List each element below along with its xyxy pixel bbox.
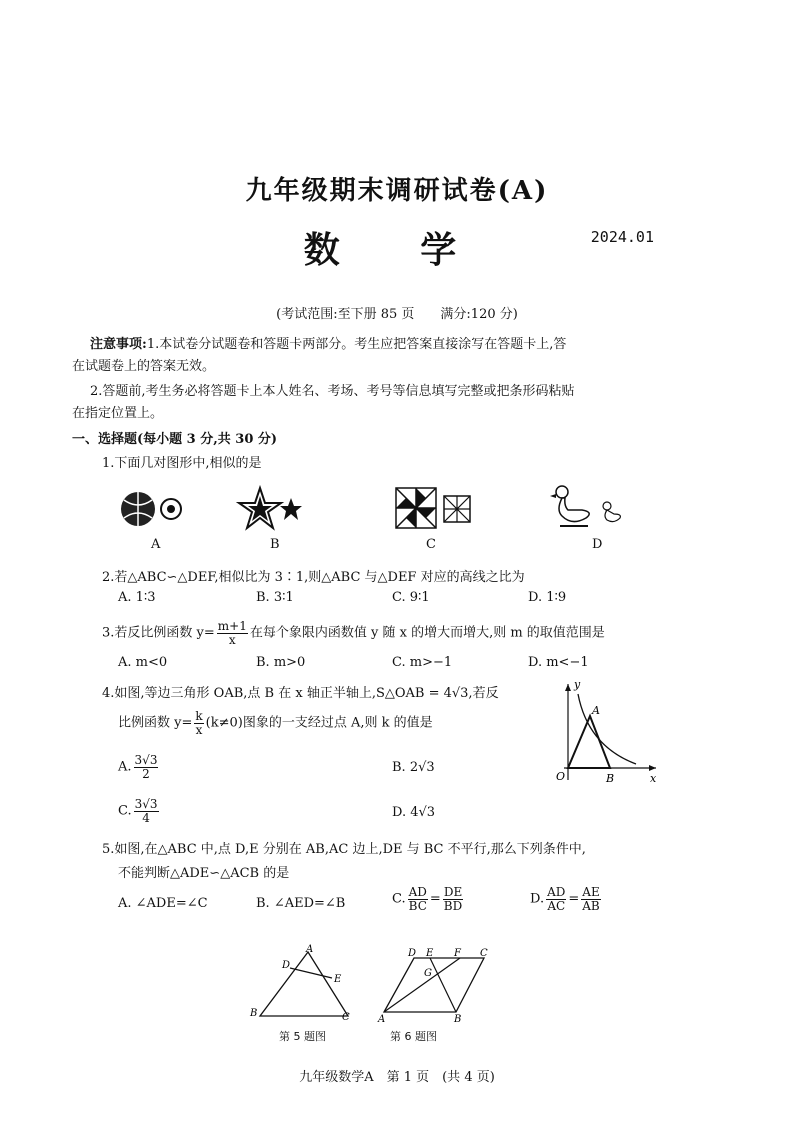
q4-frac-num: k — [195, 709, 203, 723]
q2-option-d: D. 1∶9 — [528, 590, 567, 605]
fig6-label-f: F — [454, 948, 461, 959]
q4-option-c — [118, 798, 161, 824]
q1-stem: 1.下面几对图形中,相似的是 — [102, 456, 262, 471]
q5-option-c-label: C. — [392, 891, 406, 907]
fig5-label-c: C — [342, 1012, 350, 1022]
fig4-label-o: O — [556, 770, 566, 783]
fig6-caption: 第 6 题图 — [390, 1030, 437, 1043]
q5-option-c-frac2 — [443, 886, 463, 912]
q2-stem: 2.若△ABC∽△DEF,相似比为 3∶1,则△ABC 与△DEF 对应的高线之比为 — [102, 570, 525, 585]
q5-option-d-den2: AB — [582, 898, 600, 913]
page-title: 九年级期末调研试卷(A) — [245, 176, 549, 206]
q3-option-d: D. m<−1 — [528, 655, 589, 670]
exam-date: 2024.01 — [590, 228, 654, 246]
q5-option-d-label: D. — [530, 891, 545, 907]
q1-label-b: B — [270, 537, 280, 552]
page-footer: 九年级数学A 第 1 页 (共 4 页) — [299, 1070, 495, 1085]
q4-figure — [538, 676, 662, 788]
q5-line1: 5.如图,在△ABC 中,点 D,E 分别在 AB,AC 边上,DE 与 BC 不平行,那么下列条件中, — [102, 842, 586, 857]
q5-option-c-num2: DE — [443, 885, 463, 899]
q3-option-a: A. m<0 — [118, 655, 168, 670]
q3-fraction — [217, 620, 248, 646]
q4-option-a-num: 3√3 — [134, 753, 158, 767]
fig6-label-c: C — [480, 948, 488, 959]
notes-line2: 2.答题前,考生务必将答题卡上本人姓名、考场、考号等信息填写完整或把条形码粘贴 — [90, 384, 575, 399]
q1-label-c: C — [426, 537, 436, 552]
q1-label-a: A — [151, 537, 161, 552]
q5-option-c-eq: = — [429, 891, 441, 907]
q3-option-c: C. m>−1 — [392, 655, 453, 670]
q3-frac-num: m+1 — [217, 619, 247, 633]
q4-line2-post: (k≠0)图象的一支经过点 A,则 k 的值是 — [205, 715, 433, 731]
q5-option-d-num: AD — [547, 885, 566, 899]
q4-line2-pre: 比例函数 y= — [118, 715, 193, 731]
q5-option-d-den: AC — [547, 898, 566, 913]
fig6-label-g: G — [424, 968, 432, 979]
q4-frac-den: x — [195, 722, 203, 737]
q4-option-c-frac — [134, 798, 159, 824]
q4-option-c-den: 4 — [142, 810, 150, 825]
notes-line1 — [90, 333, 566, 352]
fig4-label-b: B — [606, 772, 615, 785]
fig5-label-b: B — [250, 1008, 258, 1019]
q5-option-a: A. ∠ADE=∠C — [118, 896, 208, 911]
q4-option-a-label: A. — [118, 759, 132, 775]
fig6-label-b: B — [454, 1014, 462, 1022]
exam-scope: (考试范围:至下册 85 页 满分:120 分) — [276, 307, 518, 322]
q5-option-c-den2: BD — [443, 898, 463, 913]
q5-option-d-frac1 — [546, 886, 566, 912]
q5-option-d-num2: AE — [582, 885, 600, 899]
q3-stem — [102, 620, 605, 646]
q5-option-b: B. ∠AED=∠B — [256, 896, 346, 911]
q4-option-a — [118, 754, 160, 780]
q3-option-b: B. m>0 — [256, 655, 306, 670]
q5-option-c-frac1 — [408, 886, 428, 912]
q2-option-b: B. 3∶1 — [256, 590, 294, 605]
notes-line1b: 在试题卷上的答案无效。 — [72, 359, 216, 374]
q4-option-b: B. 2√3 — [392, 760, 435, 775]
q5-option-c-num: AD — [408, 885, 427, 899]
fig5-label-a: A — [306, 944, 314, 955]
q3-frac-den: x — [228, 632, 236, 647]
q5-option-d — [530, 886, 603, 912]
segment-de — [290, 968, 332, 978]
q4-line1: 4.如图,等边三角形 OAB,点 B 在 x 轴正半轴上,S△OAB = 4√3,若反 — [102, 686, 499, 701]
q4-option-a-frac — [134, 754, 159, 780]
duck-pair-icon — [550, 486, 620, 526]
fig4-label-x: x — [650, 772, 657, 785]
notes-line2b: 在指定位置上。 — [72, 406, 164, 421]
section-title: 一、选择题(每小题 3 分,共 30 分) — [72, 432, 278, 447]
fig5-caption: 第 5 题图 — [279, 1030, 326, 1043]
q4-line2 — [118, 710, 433, 736]
fig5-diagram — [248, 944, 360, 1022]
fig6-label-e: E — [426, 948, 434, 959]
ball-pair-icon — [121, 492, 181, 526]
fig5-label-d: D — [282, 960, 291, 971]
q5-option-c — [392, 886, 465, 912]
fig4-label-a: A — [592, 704, 600, 717]
q5-line2: 不能判断△ADE∽△ACB 的是 — [118, 866, 290, 881]
q4-option-c-num: 3√3 — [134, 797, 158, 811]
fig6-label-a: A — [378, 1014, 386, 1022]
q4-option-d: D. 4√3 — [392, 805, 436, 820]
star-pair-icon — [239, 488, 302, 528]
q4-option-c-label: C. — [118, 803, 132, 819]
q3-stem-post: 在每个象限内函数值 y 随 x 的增大而增大,则 m 的取值范围是 — [249, 625, 605, 641]
q2-option-c: C. 9∶1 — [392, 590, 430, 605]
q1-figures — [110, 480, 670, 540]
fig6-diagram — [374, 944, 494, 1022]
y-axis-arrow-icon — [565, 684, 571, 691]
pinwheel-pair-icon — [396, 488, 470, 528]
subject-title: 数 学 — [303, 229, 491, 271]
segment-eb — [430, 958, 456, 1012]
q2-option-a: A. 1∶3 — [118, 590, 156, 605]
segment-af — [384, 958, 460, 1012]
fig4-label-y: y — [574, 678, 581, 691]
q5-option-d-eq: = — [568, 891, 580, 907]
q1-label-d: D — [592, 537, 603, 552]
hyperbola-curve — [578, 694, 636, 764]
fig6-label-d: D — [408, 948, 417, 959]
fig5-label-e: E — [334, 974, 342, 985]
q5-option-d-frac2 — [581, 886, 600, 912]
q3-stem-pre: 3.若反比例函数 y= — [102, 625, 215, 641]
q4-option-a-den: 2 — [142, 766, 150, 781]
q5-option-c-den: BC — [408, 898, 427, 913]
q4-fraction — [194, 710, 203, 736]
notes-label: 注意事项: — [90, 337, 147, 352]
notes-text-1: 1.本试卷分试题卷和答题卡两部分。考生应把答案直接涂写在答题卡上,答 — [146, 337, 567, 352]
x-axis-arrow-icon — [649, 765, 656, 771]
